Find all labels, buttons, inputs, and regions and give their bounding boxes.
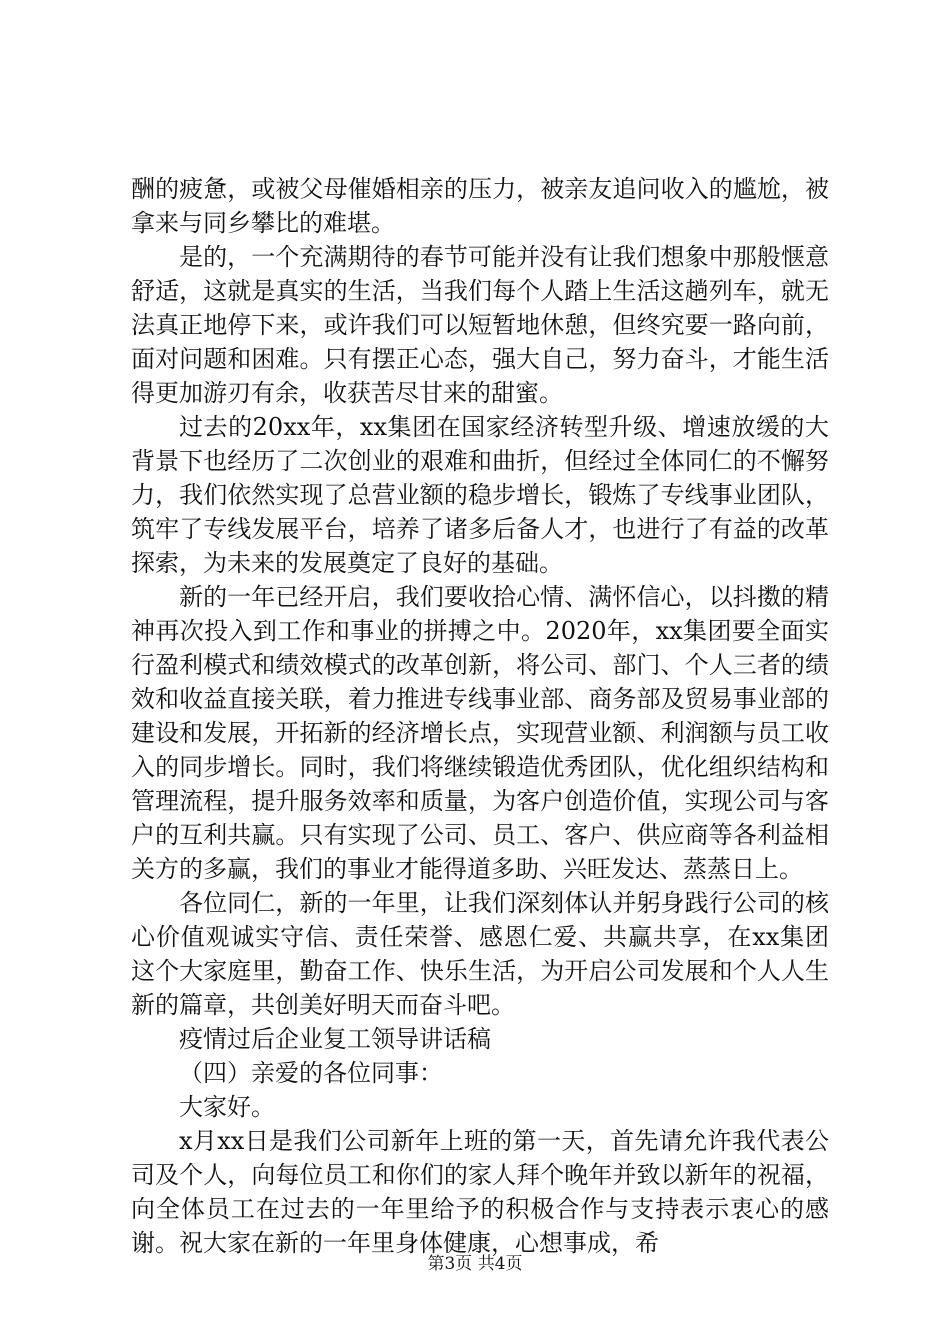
paragraph-first-workday: x月xx日是我们公司新年上班的第一天，首先请允许我代表公司及个人，向每位员工和你们的家人拜个晚年并致以新年的祝福，向全体员工在过去的一年里给予的积极合作与支持表示衷心的感谢。祝大家在新的一年里身体健康，心想事成，希 <box>131 1127 829 1257</box>
paragraph-past-year: 过去的20xx年，xx集团在国家经济转型升级、增速放缓的大背景下也经历了二次创业的艰难和曲折，但经过全体同仁的不懈努力，我们依然实现了总营业额的稳步增长，锻炼了专线事业团队，筑牢了专线发展平台，培养了诸多后备人才，也进行了有益的改革探索，为未来的发展奠定了良好的基础。 <box>131 413 829 577</box>
page-footer: 第3页 共4页 <box>427 1254 523 1274</box>
document-body <box>131 172 829 1260</box>
speech-title: 疫情过后企业复工领导讲话稿 <box>179 1025 491 1053</box>
paragraph-continued: 酬的疲惫，或被父母催婚相亲的压力，被亲友追问收入的尴尬，被拿来与同乡攀比的难堪。 <box>131 175 829 237</box>
section-heading: （四）亲爱的各位同事： <box>179 1059 443 1087</box>
greeting: 大家好。 <box>179 1093 275 1121</box>
paragraph-new-year: 新的一年已经开启，我们要收拾心情、满怀信心，以抖擞的精神再次投入到工作和事业的拼搏之中。2020年，xx集团要全面实行盈利模式和绩效模式的改革创新，将公司、部门、个人三者的绩效和收益直接关联，着力推进专线事业部、商务部及贸易事业部的建设和发展，开拓新的经济增长点，实现营业额、利润额与员工收入的同步增长。同时，我们将继续锻造优秀团队，优化组织结构和管理流程，提升服务效率和质量，为客户创造价值，实现公司与客户的互利共赢。只有实现了公司、员工、客户、供应商等各利益相关方的多赢，我们的事业才能得道多助、兴旺发达、蒸蒸日上。 <box>131 583 829 883</box>
paragraph-spring-festival: 是的，一个充满期待的春节可能并没有让我们想象中那般惬意舒适，这就是真实的生活，当我们每个人踏上生活这趟列车，就无法真正地停下来，或许我们可以短暂地休憩，但终究要一路向前，面对问题和困难。只有摆正心态，强大自己，努力奋斗，才能生活得更加游刃有余，收获苦尽甘来的甜蜜。 <box>131 243 829 407</box>
paragraph-colleagues: 各位同仁，新的一年里，让我们深刻体认并躬身践行公司的核心价值观诚实守信、责任荣誉、感恩仁爱、共赢共享，在xx集团这个大家庭里，勤奋工作、快乐生活，为开启公司发展和个人人生新的篇章，共创美好明天而奋斗吧。 <box>131 889 829 1019</box>
